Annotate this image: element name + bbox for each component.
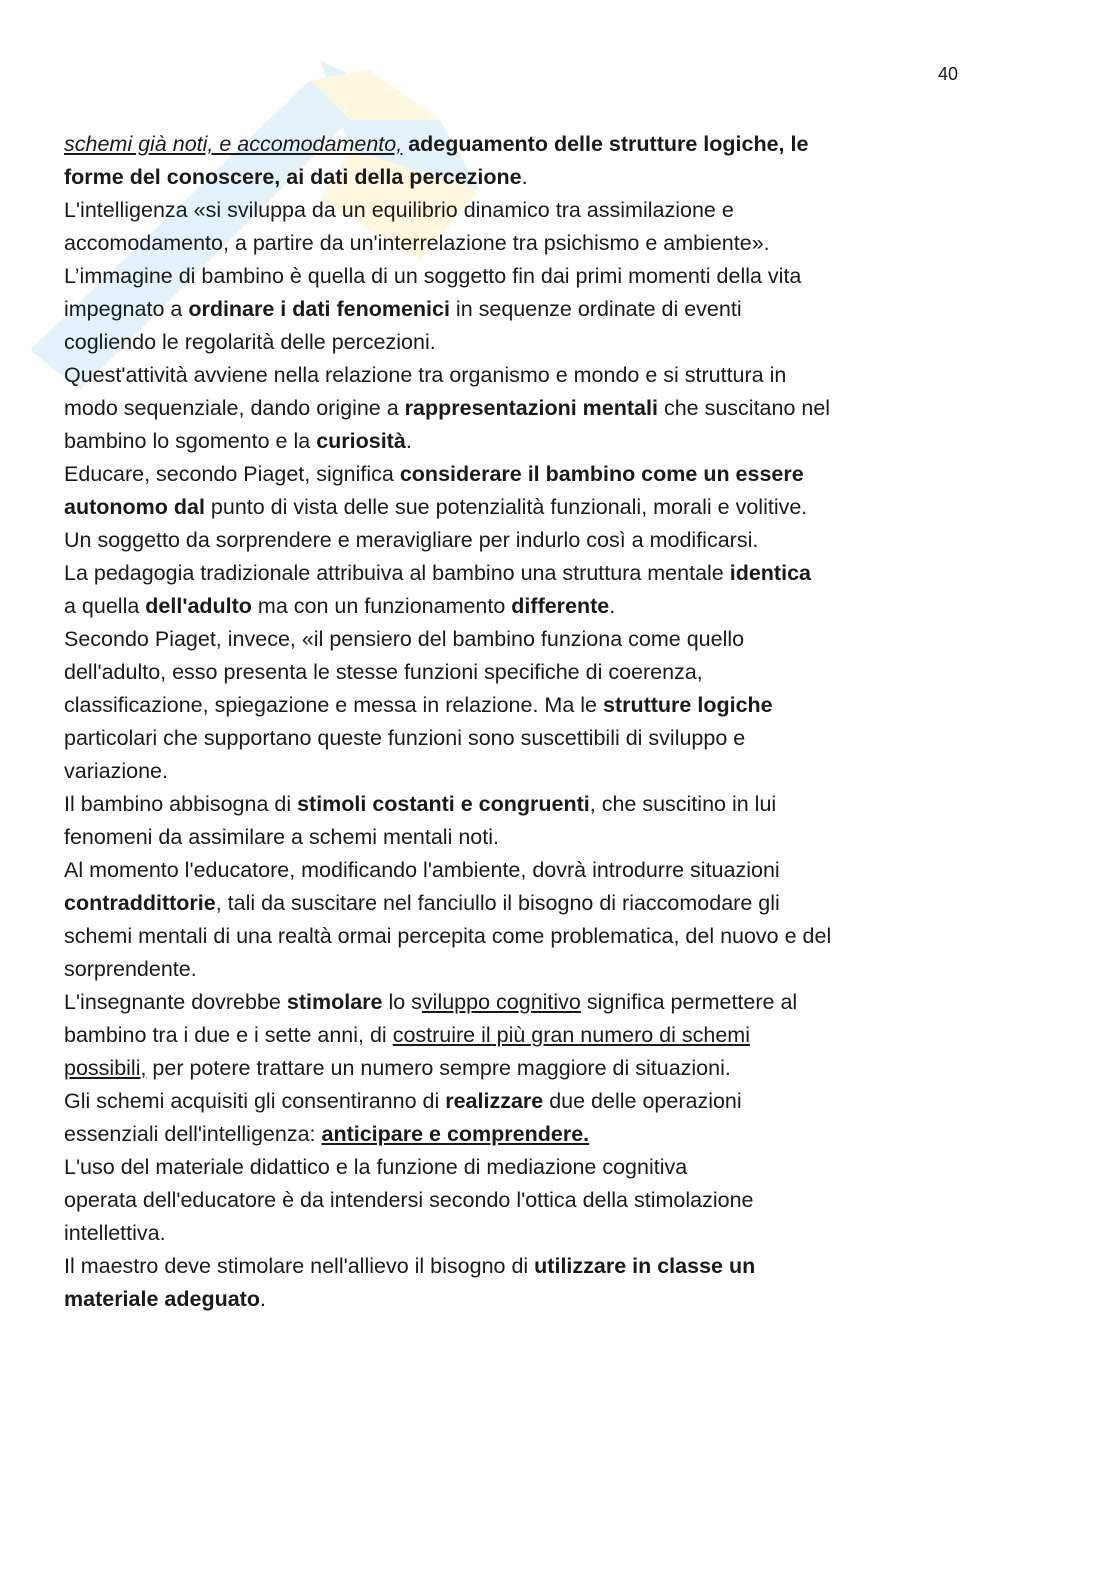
text-segment: viluppo cognitivo: [421, 990, 581, 1014]
text-line: [64, 689, 964, 722]
text-segment: bambino lo sgomento e la: [64, 429, 317, 453]
text-line: [64, 590, 964, 623]
text-segment: La pedagogia tradizionale attribuiva al bambino una struttura mentale: [64, 561, 730, 585]
text-segment: , che suscitino in lui: [589, 792, 777, 816]
text-segment: due delle operazioni: [543, 1089, 742, 1113]
text-segment: Al momento l'educatore, modificando l'ambiente, dovrà introdurre situazioni: [64, 858, 780, 882]
text-line: [64, 1250, 964, 1283]
text-segment: adeguamento delle strutture logiche, le: [408, 132, 809, 156]
text-line: [64, 293, 964, 326]
text-segment: particolari che supportano queste funzioni sono suscettibili di sviluppo e: [64, 726, 746, 750]
text-line: [64, 491, 964, 524]
text-line: [64, 722, 964, 755]
text-segment: stimolare: [286, 990, 383, 1014]
text-segment: L'uso del materiale didattico e la funzione di mediazione cognitiva: [64, 1155, 688, 1179]
text-segment: forme del conoscere, ai dati della percezione: [64, 165, 522, 189]
text-segment: L'intelligenza «si sviluppa da un equilibrio dinamico tra assimilazione e: [64, 198, 734, 222]
text-line: [64, 854, 964, 887]
text-segment: ordinare i dati fenomenici: [188, 297, 450, 321]
text-segment: Un soggetto da sorprendere e meravigliare per indurlo così a modificarsi.: [64, 528, 759, 552]
text-segment: cogliendo le regolarità delle percezioni.: [64, 330, 436, 354]
text-segment: sorprendente.: [64, 957, 197, 981]
text-segment: lo s: [382, 990, 422, 1014]
text-segment: .: [259, 1287, 266, 1311]
text-segment: curiosità: [316, 429, 406, 453]
page-number: 40: [937, 64, 958, 84]
text-line: [64, 1019, 964, 1052]
text-line: [64, 425, 964, 458]
text-line: [64, 260, 964, 293]
text-segment: accomodamento, a partire da un'interrelazione tra psichismo e ambiente».: [64, 231, 770, 255]
text-segment: stimoli costanti e congruenti: [297, 792, 590, 816]
text-segment: che suscitano nel: [657, 396, 831, 420]
text-segment: L'insegnante dovrebbe: [64, 990, 287, 1014]
text-segment: possibili,: [64, 1056, 147, 1080]
text-line: [64, 656, 964, 689]
text-line: [64, 1052, 964, 1085]
text-segment: schemi già noti, e accomodamento,: [64, 132, 403, 156]
text-line: [64, 755, 964, 788]
text-segment: .: [609, 594, 616, 618]
text-segment: contraddittorie: [64, 891, 216, 915]
text-segment: realizzare: [445, 1089, 544, 1113]
text-line: [64, 1217, 964, 1250]
text-segment: rappresentazioni mentali: [404, 396, 658, 420]
text-segment: modo sequenziale, dando origine a: [64, 396, 405, 420]
text-segment: Gli schemi acquisiti gli consentiranno di: [64, 1089, 446, 1113]
text-segment: strutture logiche: [602, 693, 773, 717]
text-line: [64, 359, 964, 392]
text-segment: , tali da suscitare nel fanciullo il bisogno di riaccomodare gli: [215, 891, 780, 915]
text-segment: .: [521, 165, 528, 189]
text-line: [64, 953, 964, 986]
text-segment: operata dell'educatore è da intendersi secondo l'ottica della stimolazione: [64, 1188, 754, 1212]
text-segment: anticipare e comprendere.: [321, 1122, 590, 1146]
text-line: [64, 920, 964, 953]
text-segment: Il maestro deve stimolare nell'allievo il bisogno di: [64, 1254, 535, 1278]
text-line: [64, 821, 964, 854]
text-segment: Educare, secondo Piaget, significa: [64, 462, 400, 486]
text-segment: essenziali dell'intelligenza:: [64, 1122, 322, 1146]
text-segment: bambino tra i due e i sette anni, di: [64, 1023, 393, 1047]
text-line: [64, 524, 964, 557]
text-line: [64, 557, 964, 590]
text-line: [64, 623, 964, 656]
text-segment: Secondo Piaget, invece, «il pensiero del bambino funziona come quello: [64, 627, 745, 651]
text-segment: costruire il più gran numero di schemi: [392, 1023, 750, 1047]
text-line: [64, 1283, 964, 1316]
text-segment: considerare il bambino come un essere: [399, 462, 804, 486]
text-line: [64, 326, 964, 359]
text-line: [64, 194, 964, 227]
text-segment: impegnato a: [64, 297, 189, 321]
text-segment: L’immagine di bambino è quella di un soggetto fin dai primi momenti della vita: [64, 264, 802, 288]
text-line: [64, 887, 964, 920]
body-text: [64, 128, 964, 1316]
text-line: [64, 1184, 964, 1217]
text-segment: in sequenze ordinate di eventi: [449, 297, 742, 321]
text-segment: per potere trattare un numero sempre maggiore di situazioni.: [146, 1056, 731, 1080]
text-segment: punto di vista delle sue potenzialità funzionali, morali e volitive.: [204, 495, 808, 519]
text-segment: dell'adulto, esso presenta le stesse funzioni specifiche di coerenza,: [64, 660, 703, 684]
text-line: [64, 392, 964, 425]
text-segment: a quella: [64, 594, 146, 618]
text-segment: .: [405, 429, 412, 453]
text-line: [64, 1151, 964, 1184]
text-line: [64, 161, 964, 194]
watermark-accent-shape: [310, 70, 440, 120]
text-line: [64, 986, 964, 1019]
text-segment: variazione.: [64, 759, 168, 783]
text-segment: dell'adulto: [145, 594, 252, 618]
text-segment: significa permettere al: [580, 990, 798, 1014]
text-line: [64, 227, 964, 260]
text-segment: ma con un funzionamento: [251, 594, 512, 618]
text-segment: Il bambino abbisogna di: [64, 792, 298, 816]
text-segment: fenomeni da assimilare a schemi mentali noti.: [64, 825, 499, 849]
text-line: [64, 1118, 964, 1151]
text-segment: classificazione, spiegazione e messa in relazione. Ma le: [64, 693, 603, 717]
text-segment: utilizzare in classe un: [534, 1254, 756, 1278]
text-segment: intellettiva.: [64, 1221, 166, 1245]
text-segment: autonomo dal: [64, 495, 205, 519]
text-line: [64, 1085, 964, 1118]
text-line: [64, 458, 964, 491]
text-segment: differente: [511, 594, 610, 618]
text-segment: materiale adeguato: [64, 1287, 260, 1311]
text-line: [64, 788, 964, 821]
text-segment: identica: [729, 561, 811, 585]
text-line: [64, 128, 964, 161]
text-segment: Quest'attività avviene nella relazione tra organismo e mondo e si struttura in: [64, 363, 787, 387]
text-segment: schemi mentali di una realtà ormai percepita come problematica, del nuovo e del: [64, 924, 832, 948]
